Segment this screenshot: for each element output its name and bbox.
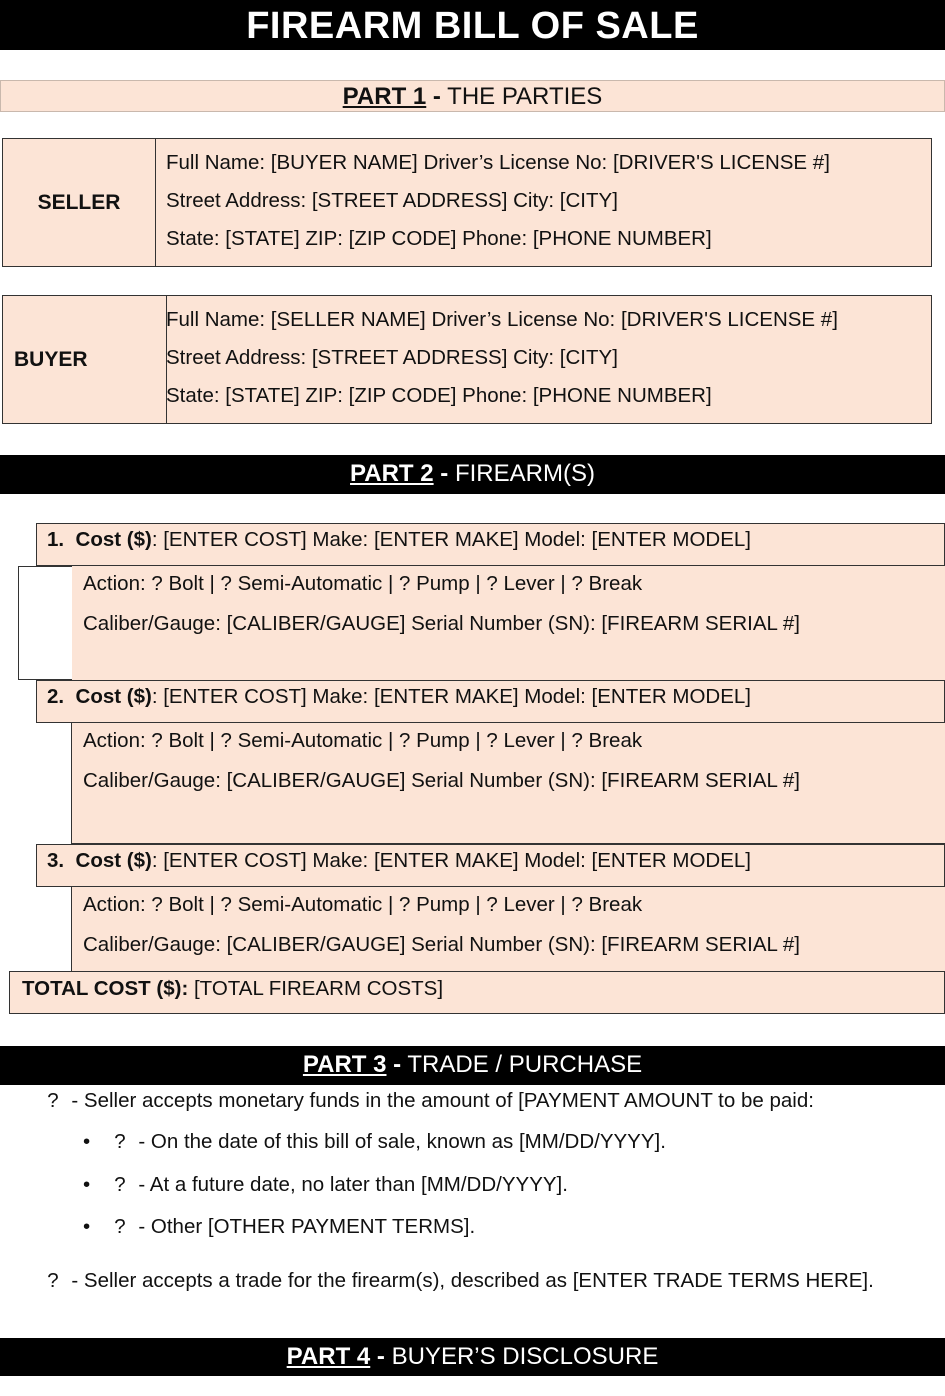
seller-fields [166,139,830,253]
payment-option-2-text: - At a future date, no later than [MM/DD/YYYY]. [138,1173,568,1196]
seller-box [2,138,932,267]
firearm-1-cost-line [47,528,751,552]
firearm-2-number: 2. [47,685,65,708]
trade-checkbox[interactable]: ? [47,1269,59,1292]
trade-option [46,1269,874,1293]
seller-label: SELLER [3,139,156,266]
part4-label: BUYER’S DISCLOSURE [391,1343,659,1370]
firearm-3-cost-label: Cost ($) [75,849,152,872]
payment-option-3 [83,1215,475,1239]
buyer-box [2,295,932,424]
firearm-3-cost-line [47,849,751,873]
total-cost-line [22,977,443,1001]
part3-header [0,1046,945,1085]
bullet-icon: • [83,1173,91,1196]
seller-address-line[interactable]: Street Address: [STREET ADDRESS] City: [CITY] [166,189,618,212]
firearm-2-cost-label: Cost ($) [75,685,152,708]
firearm-1-number: 1. [47,528,65,551]
payment-option-1 [83,1130,666,1154]
part1-number: PART 1 [342,83,427,110]
firearm-1-action[interactable]: Action: ? Bolt | ? Semi-Automatic | ? Pump | ? Lever | ? Break [83,572,643,595]
bullet-icon: • [83,1130,91,1153]
part2-separator: - [440,460,449,487]
firearm-2-action[interactable]: Action: ? Bolt | ? Semi-Automatic | ? Pump | ? Lever | ? Break [83,729,643,752]
part4-number: PART 4 [286,1343,371,1370]
firearm-2-cost-line [47,685,751,709]
monetary-option [46,1089,814,1113]
part3-number: PART 3 [302,1051,387,1078]
payment-option-1-text: - On the date of this bill of sale, known as [MM/DD/YYYY]. [138,1130,666,1153]
buyer-fields [166,296,838,410]
buyer-address-line[interactable]: Street Address: [STREET ADDRESS] City: [CITY] [166,346,618,369]
monetary-checkbox[interactable]: ? [47,1089,59,1112]
part2-header [0,455,945,494]
trade-text: - Seller accepts a trade for the firearm(s), described as [ENTER TRADE TERMS HERE]. [71,1269,874,1292]
payment-option-2-checkbox[interactable]: ? [114,1173,126,1196]
total-cost-value[interactable]: [TOTAL FIREARM COSTS] [193,977,444,1000]
part1-separator: - [432,83,441,110]
part4-separator: - [376,1343,385,1370]
bullet-icon: • [83,1215,91,1238]
firearm-1-cost-fields[interactable]: : [ENTER COST] Make: [ENTER MAKE] Model: [ENTER MODEL] [151,528,751,551]
payment-option-3-text: - Other [OTHER PAYMENT TERMS]. [138,1215,476,1238]
firearm-3-action[interactable]: Action: ? Bolt | ? Semi-Automatic | ? Pump | ? Lever | ? Break [83,893,643,916]
firearm-1-cost-label: Cost ($) [75,528,152,551]
seller-state-line[interactable]: State: [STATE] ZIP: [ZIP CODE] Phone: [PHONE NUMBER] [166,227,712,250]
seller-name-line[interactable]: Full Name: [BUYER NAME] Driver’s License No: [DRIVER'S LICENSE #] [166,151,830,174]
part2-number: PART 2 [350,460,434,487]
buyer-name-line[interactable]: Full Name: [SELLER NAME] Driver’s License No: [DRIVER'S LICENSE #] [166,308,838,331]
firearm-1-caliber[interactable]: Caliber/Gauge: [CALIBER/GAUGE] Serial Number (SN): [FIREARM SERIAL #] [83,612,800,635]
document-title: FIREARM BILL OF SALE [0,0,945,50]
monetary-text: - Seller accepts monetary funds in the amount of [PAYMENT AMOUNT to be paid: [71,1089,814,1112]
firearm-1-spacer [18,566,73,680]
firearm-2-caliber[interactable]: Caliber/Gauge: [CALIBER/GAUGE] Serial Number (SN): [FIREARM SERIAL #] [83,769,800,792]
total-cost-label: TOTAL COST ($): [22,977,189,1000]
firearm-3-cost-fields[interactable]: : [ENTER COST] Make: [ENTER MAKE] Model: [ENTER MODEL] [151,849,751,872]
part1-header [0,80,945,112]
buyer-label: BUYER [3,296,167,423]
payment-option-2 [83,1173,568,1197]
part4-header [0,1338,945,1376]
buyer-state-line[interactable]: State: [STATE] ZIP: [ZIP CODE] Phone: [PHONE NUMBER] [166,384,712,407]
payment-option-3-checkbox[interactable]: ? [114,1215,126,1238]
firearm-3-caliber[interactable]: Caliber/Gauge: [CALIBER/GAUGE] Serial Number (SN): [FIREARM SERIAL #] [83,933,800,956]
firearm-3-number: 3. [47,849,65,872]
part1-label: THE PARTIES [447,83,603,110]
part2-label: FIREARM(S) [454,460,595,487]
payment-option-1-checkbox[interactable]: ? [114,1130,126,1153]
part3-label: TRADE / PURCHASE [407,1051,643,1078]
firearm-2-cost-fields[interactable]: : [ENTER COST] Make: [ENTER MAKE] Model: [ENTER MODEL] [151,685,751,708]
part3-separator: - [393,1051,402,1078]
